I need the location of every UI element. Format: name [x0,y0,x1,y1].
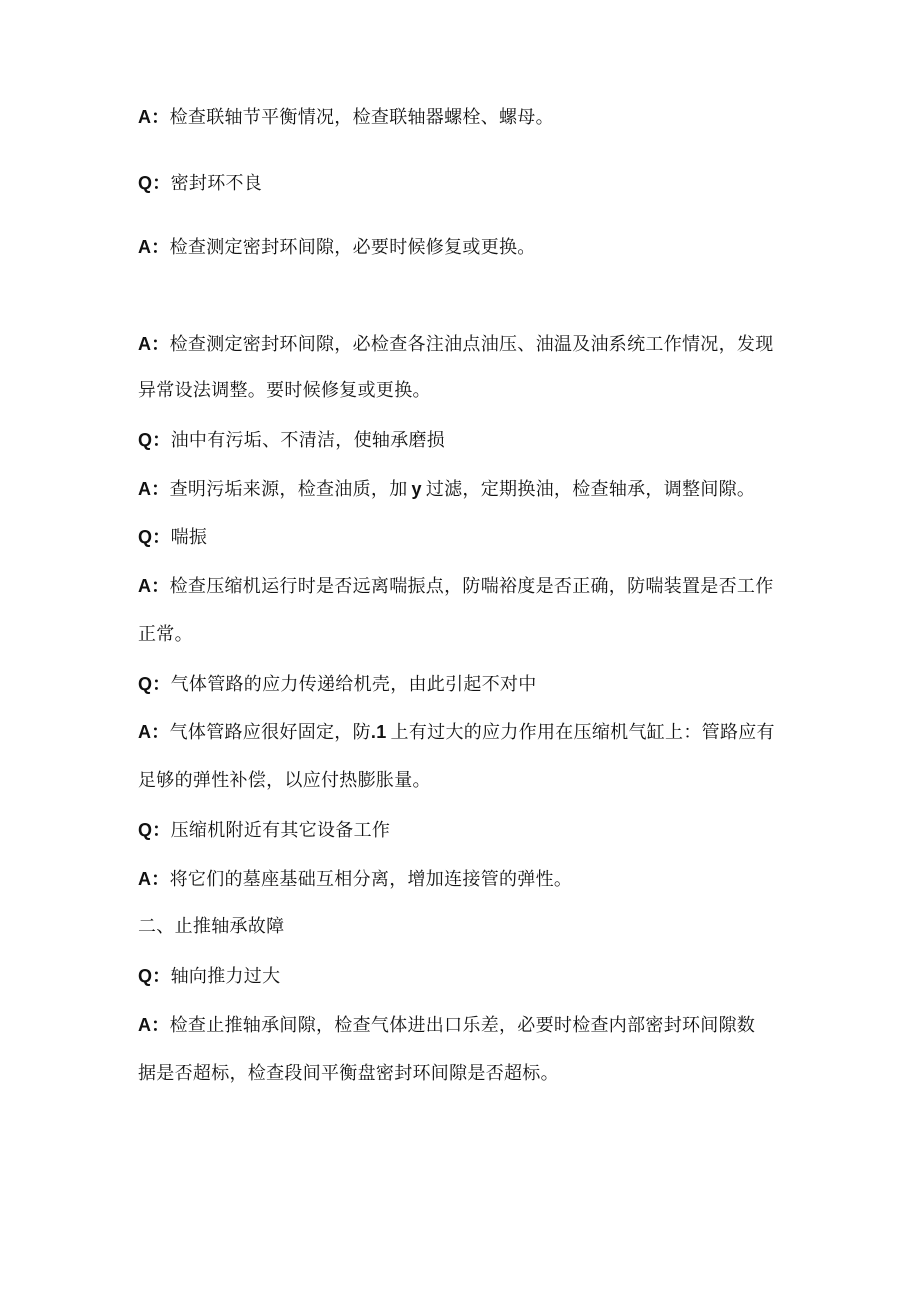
answer-line [138,1014,788,1037]
answer-label: A： [138,1015,170,1035]
answer-text-bold: .1 [370,722,387,742]
question-label: Q： [138,430,171,450]
answer-text: 检查测定密封环间隙，必检查各注油点油压、油温及油系统工作情况，发现 [169,334,774,355]
answer-label: A： [138,576,170,596]
answer-line [138,478,788,501]
continuation-line [138,380,788,402]
question-text: 油中有污垢、不清洁，使轴承磨损 [170,430,446,451]
continuation-line [138,624,788,646]
question-label: Q： [138,527,171,547]
continuation-text: 足够的弹性补偿，以应付热膨胀量。 [138,770,431,791]
answer-label: A： [138,334,170,354]
answer-text: 检查压缩机运行时是否远离喘振点，防喘裕度是否正确，防喘装置是否工作 [169,576,774,597]
question-text: 密封环不良 [170,173,263,194]
answer-line [138,333,788,356]
answer-line [138,721,788,744]
question-line [138,429,788,452]
answer-label: A： [138,869,170,889]
question-line [138,965,788,988]
answer-label: A： [138,237,170,257]
continuation-text: 正常。 [138,624,193,645]
question-line [138,526,788,549]
question-label: Q： [138,173,171,193]
answer-text: 检查联轴节平衡情况，检查联轴器螺栓、螺母。 [169,107,554,128]
answer-text-before: 查明污垢来源，检查油质，加 [169,479,408,500]
answer-line [138,575,788,598]
answer-line [138,236,788,259]
section-heading-text: 二、止推轴承故障 [138,916,285,937]
answer-text: 检查止推轴承间隙，检查气体进出口乐差，必要时检查内部密封环间隙数 [169,1015,756,1036]
answer-line [138,106,788,129]
question-label: Q： [138,966,171,986]
continuation-text: 异常设法调整。要时候修复或更换。 [138,380,431,401]
question-line [138,819,788,842]
question-label: Q： [138,674,171,694]
continuation-line [138,770,788,792]
answer-text-bold: y [411,479,422,499]
section-heading [138,916,788,938]
continuation-text: 据是否超标，检查段间平衡盘密封环间隙是否超标。 [138,1063,559,1084]
answer-text-after: 上有过大的应力作用在压缩机气缸上：管路应有 [390,722,775,743]
answer-label: A： [138,479,170,499]
answer-text-after: 过滤，定期换油，检查轴承，调整间隙。 [425,479,756,500]
answer-text-before: 气体管路应很好固定，防 [169,722,371,743]
question-text: 气体管路的应力传递给机壳，由此引起不对中 [170,674,537,695]
question-text: 喘振 [170,527,208,548]
question-text: 压缩机附近有其它设备工作 [170,820,391,841]
answer-label: A： [138,722,170,742]
answer-line [138,868,788,891]
continuation-line [138,1063,788,1085]
answer-text: 将它们的墓座基础互相分离，增加连接管的弹性。 [169,869,573,890]
question-text: 轴向推力过大 [170,966,281,987]
question-line [138,673,788,696]
answer-label: A： [138,107,170,127]
question-label: Q： [138,820,171,840]
question-line [138,172,788,195]
answer-text: 检查测定密封环间隙，必要时候修复或更换。 [169,237,536,258]
